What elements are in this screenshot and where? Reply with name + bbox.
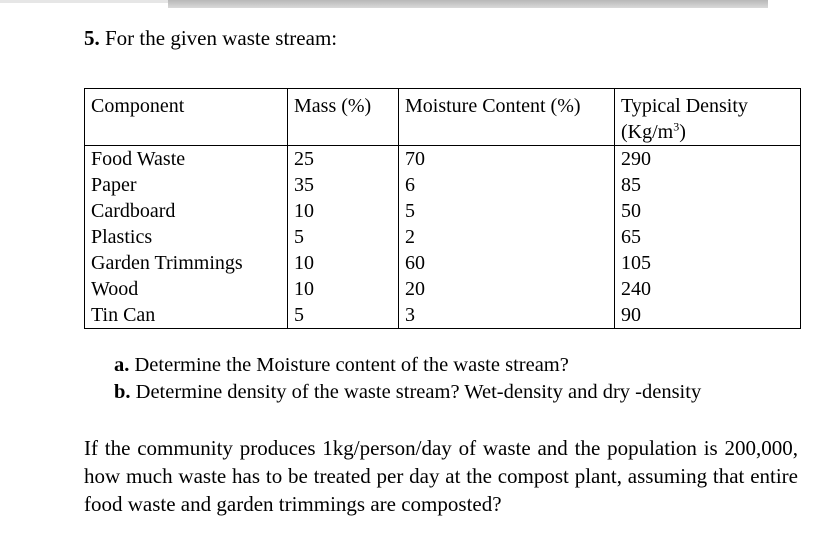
cell-component: Wood bbox=[85, 276, 288, 302]
cell-mass: 5 bbox=[288, 302, 399, 329]
cell-mass: 25 bbox=[288, 146, 399, 173]
header-moisture: Moisture Content (%) bbox=[399, 89, 615, 146]
cell-mass: 10 bbox=[288, 276, 399, 302]
header-component: Component bbox=[85, 89, 288, 146]
table-row bbox=[85, 302, 801, 329]
header-mass: Mass (%) bbox=[288, 89, 399, 146]
cell-density: 290 bbox=[615, 146, 801, 173]
cell-moisture: 2 bbox=[399, 224, 615, 250]
table-row bbox=[85, 172, 801, 198]
cell-moisture: 3 bbox=[399, 302, 615, 329]
cell-moisture: 20 bbox=[399, 276, 615, 302]
table-header-row bbox=[85, 89, 801, 146]
question-b bbox=[114, 379, 701, 406]
problem-heading bbox=[84, 26, 337, 51]
cell-component: Garden Trimmings bbox=[85, 250, 288, 276]
question-a bbox=[114, 352, 701, 379]
cell-component: Paper bbox=[85, 172, 288, 198]
cell-density: 65 bbox=[615, 224, 801, 250]
top-edge-strip bbox=[0, 0, 168, 3]
table-row bbox=[85, 224, 801, 250]
cell-mass: 35 bbox=[288, 172, 399, 198]
table-row bbox=[85, 276, 801, 302]
cell-density: 85 bbox=[615, 172, 801, 198]
cell-mass: 10 bbox=[288, 198, 399, 224]
cell-moisture: 60 bbox=[399, 250, 615, 276]
cell-moisture: 5 bbox=[399, 198, 615, 224]
cell-density: 90 bbox=[615, 302, 801, 329]
top-banner-edge bbox=[168, 0, 768, 8]
cell-moisture: 70 bbox=[399, 146, 615, 173]
problem-number: 5. bbox=[84, 26, 100, 50]
cell-moisture: 6 bbox=[399, 172, 615, 198]
cell-component: Plastics bbox=[85, 224, 288, 250]
cell-mass: 10 bbox=[288, 250, 399, 276]
cell-density: 240 bbox=[615, 276, 801, 302]
cell-component: Food Waste bbox=[85, 146, 288, 173]
waste-stream-table bbox=[84, 88, 801, 329]
problem-prompt: For the given waste stream: bbox=[105, 26, 338, 50]
compost-question-paragraph: If the community produces 1kg/person/day of waste and the population is 200,000, how much waste has to be treated per day at the compost plant, assuming that entire food waste and garden trimmings are composted? bbox=[84, 436, 798, 516]
question-a-text: Determine the Moisture content of the waste stream? bbox=[134, 354, 569, 376]
cell-component: Tin Can bbox=[85, 302, 288, 329]
question-b-label: b. bbox=[114, 381, 131, 403]
header-density-unit: $(Kg/m^3)$ bbox=[621, 119, 686, 143]
question-b-text: Determine density of the waste stream? Wet-density and dry -density bbox=[135, 381, 702, 403]
table-row bbox=[85, 250, 801, 276]
cell-density: 105 bbox=[615, 250, 801, 276]
question-a-label: a. bbox=[114, 354, 130, 376]
cell-mass: 5 bbox=[288, 224, 399, 250]
table-row bbox=[85, 146, 801, 173]
table-row bbox=[85, 198, 801, 224]
header-density bbox=[615, 89, 801, 146]
header-density-line1: Typical Density bbox=[621, 95, 748, 117]
cell-component: Cardboard bbox=[85, 198, 288, 224]
question-list bbox=[114, 352, 701, 406]
cell-density: 50 bbox=[615, 198, 801, 224]
